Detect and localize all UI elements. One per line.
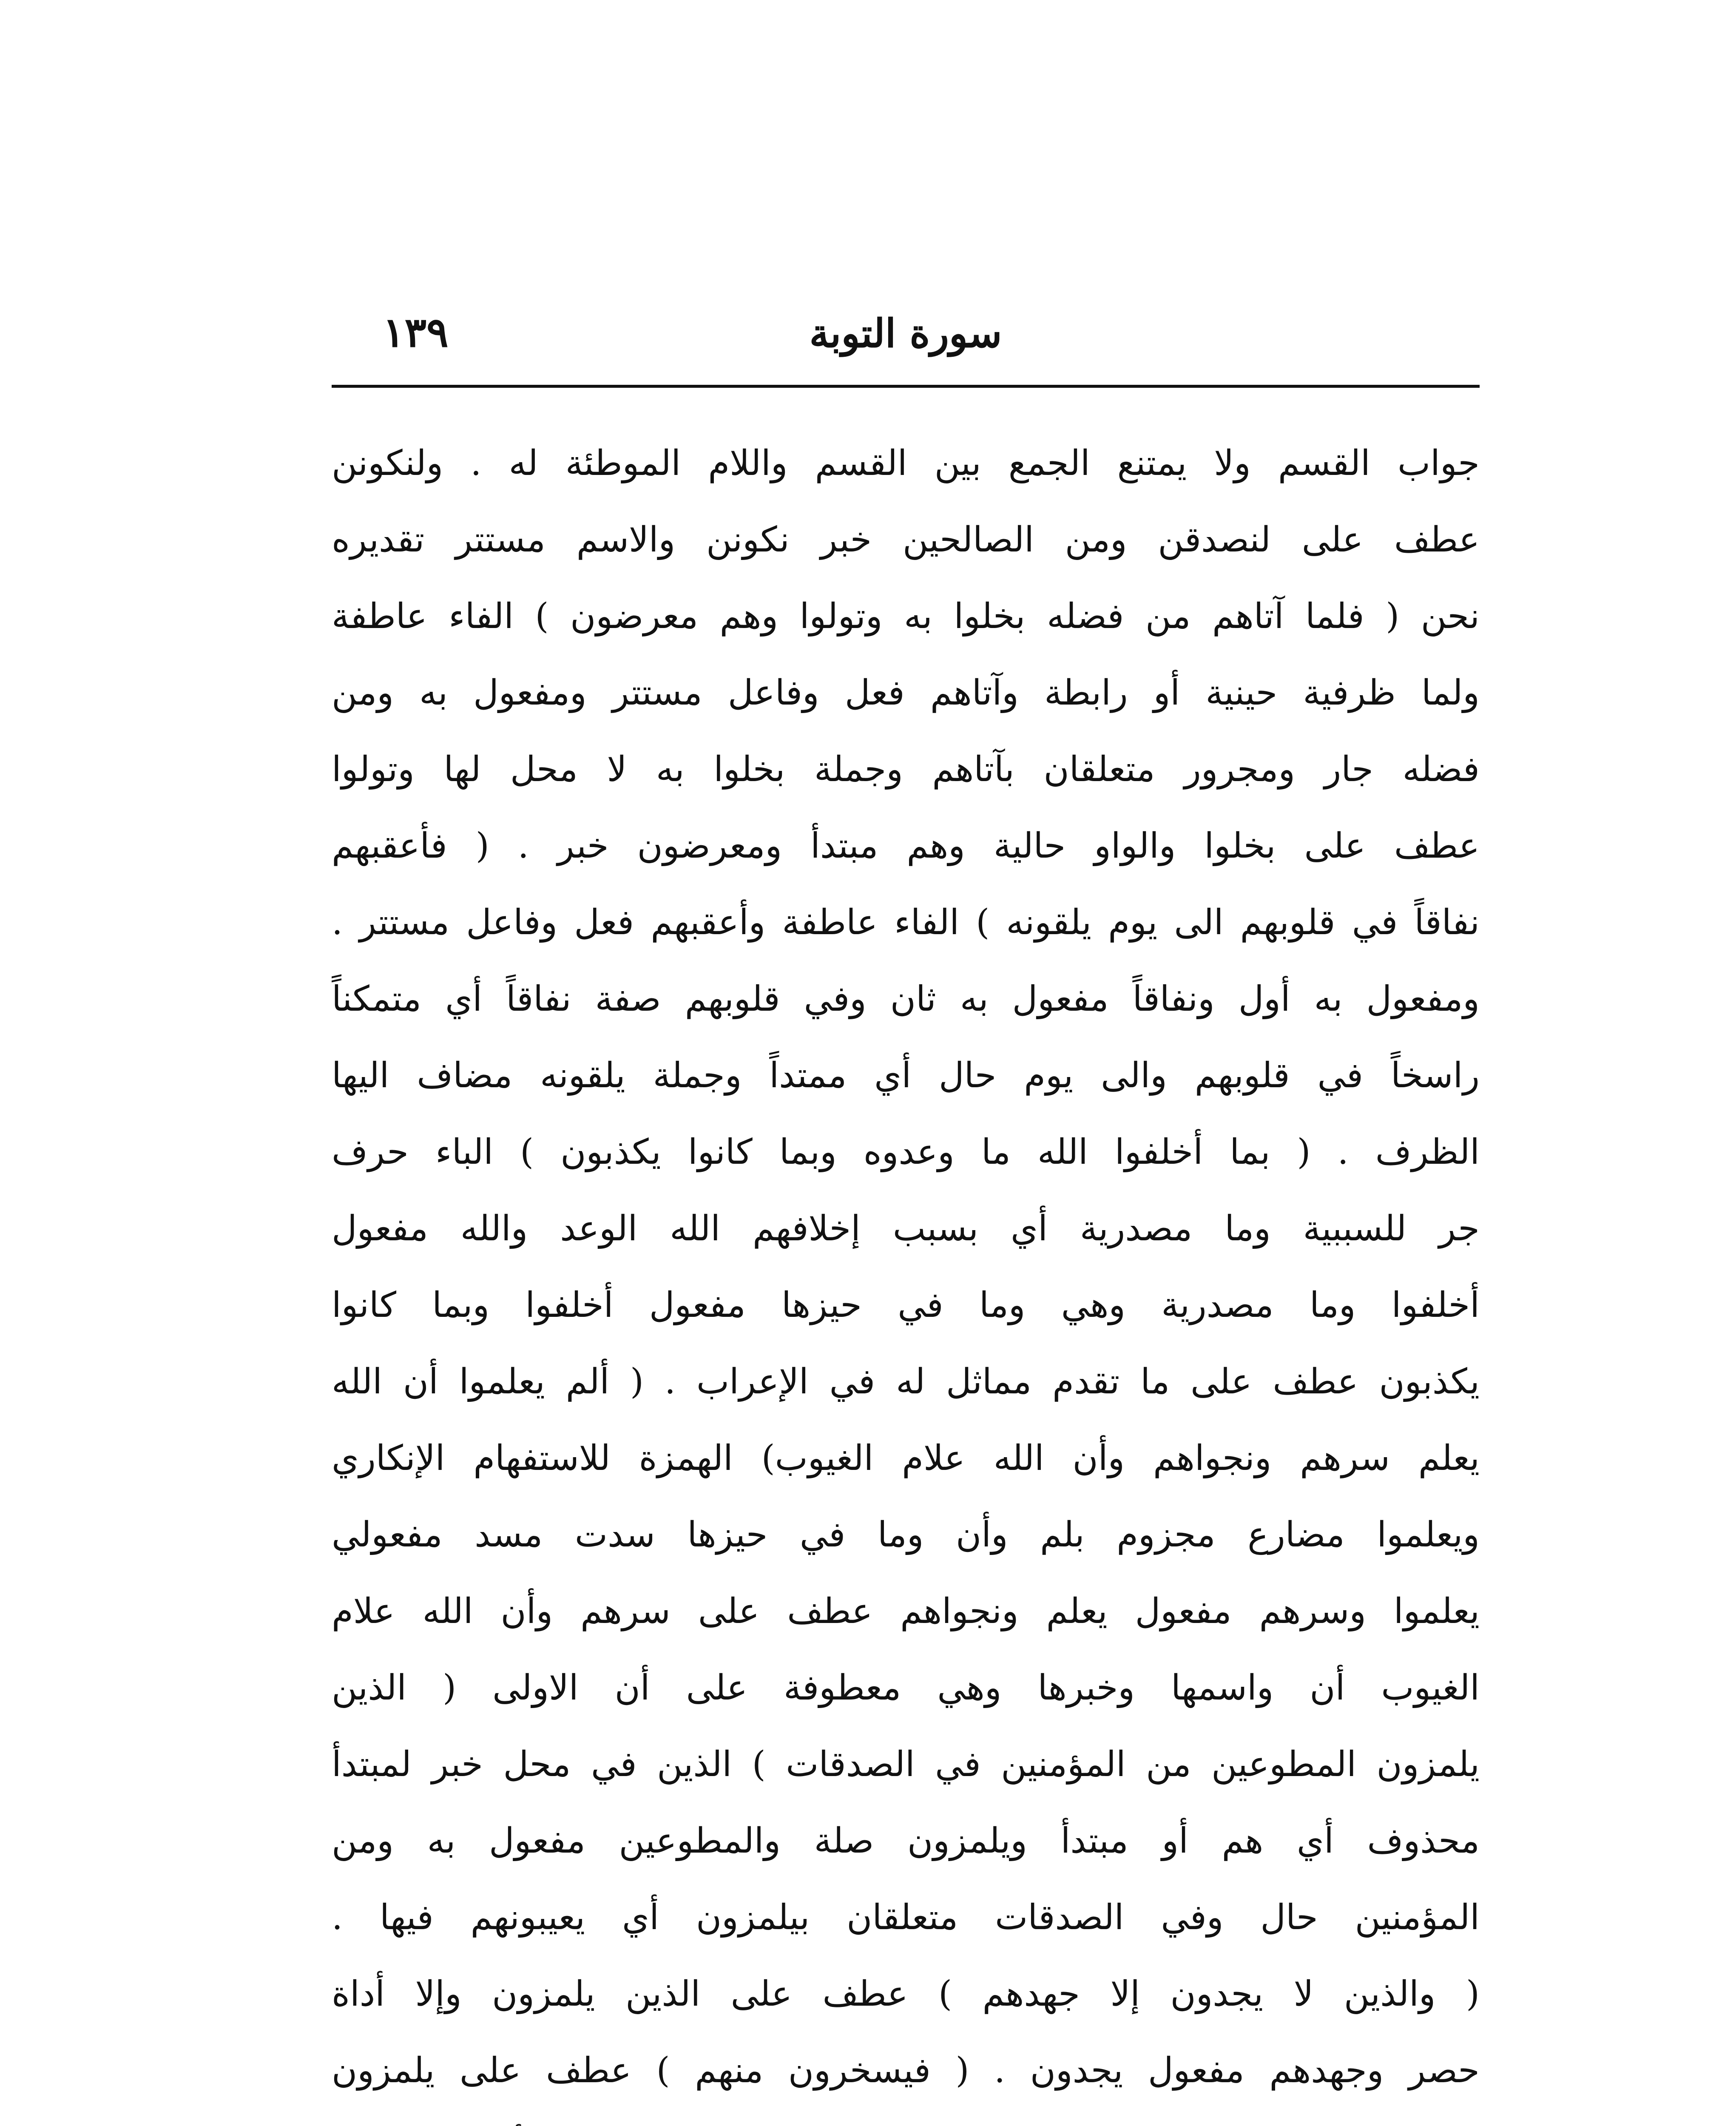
text-line [332,2109,1480,2126]
header-rule [332,385,1480,388]
chapter-title: سورة التوبة [809,310,1002,356]
text-line: ومفعول به أول ونفاقاً مفعول به ثان وفي قلوبهم صفة نفاقاً أي متمكناً [332,979,1480,1019]
text-line: يلمزون المطوعين من المؤمنين في الصدقات ) الذين في محل خبر لمبتدأ [332,1744,1480,1785]
page-number: ١٣٩ [383,308,449,356]
text-line: يعلموا وسرهم مفعول يعلم ونجواهم عطف على سرهم وأن الله علام [332,1591,1480,1631]
text-line: جواب القسم ولا يمتنع الجمع بين القسم واللام الموطئة له . ولنكونن [332,443,1480,483]
text-line: ويعلموا مضارع مجزوم بلم وأن وما في حيزها سدت مسد مفعولي [332,1515,1480,1555]
text-line: المؤمنين حال وفي الصدقات متعلقان بيلمزون أي يعيبونهم فيها . [332,1897,1480,1938]
text-line: ولما ظرفية حينية أو رابطة وآتاهم فعل وفاعل مستتر ومفعول به ومن [332,673,1480,713]
text-line: الظرف . ( بما أخلفوا الله ما وعدوه وبما كانوا يكذبون ) الباء حرف [332,1132,1480,1172]
text-line: محذوف أي هم أو مبتدأ ويلمزون صلة والمطوعين مفعول به ومن [332,1821,1480,1861]
text-line: حصر وجهدهم مفعول يجدون . ( فيسخرون منهم ) عطف على يلمزون [332,2050,1480,2091]
body-text [332,425,1480,2126]
text-line: ( والذين لا يجدون إلا جهدهم ) عطف على الذين يلمزون وإلا أداة [332,1974,1480,2014]
text-line: جر للسببية وما مصدرية أي بسبب إخلافهم الله الوعد والله مفعول [332,1208,1480,1249]
text-line: نفاقاً في قلوبهم الى يوم يلقونه ) الفاء عاطفة وأعقبهم فعل وفاعل مستتر . [332,902,1480,943]
text-line: راسخاً في قلوبهم والى يوم حال أي ممتداً وجملة يلقونه مضاف اليها [332,1055,1480,1096]
text-line: عطف على بخلوا والواو حالية وهم مبتدأ ومعرضون خبر . ( فأعقبهم [332,826,1480,866]
text-line: نحن ( فلما آتاهم من فضله بخلوا به وتولوا وهم معرضون ) الفاء عاطفة [332,596,1480,637]
text-line: أخلفوا وما مصدرية وهي وما في حيزها مفعول أخلفوا وبما كانوا [332,1285,1480,1325]
text-line: يعلم سرهم ونجواهم وأن الله علام الغيوب) الهمزة للاستفهام الإنكاري [332,1438,1480,1478]
text-line: عطف على لنصدقن ومن الصالحين خبر نكونن والاسم مستتر تقديره [332,520,1480,560]
page-header [332,298,1480,374]
text-line: يكذبون عطف على ما تقدم مماثل له في الإعراب . ( ألم يعلموا أن الله [332,1361,1480,1402]
text-line: الغيوب أن واسمها وخبرها وهي معطوفة على أن الاولى ( الذين [332,1668,1480,1708]
text-line: فضله جار ومجرور متعلقان بآتاهم وجملة بخلوا به لا محل لها وتولوا [332,749,1480,790]
